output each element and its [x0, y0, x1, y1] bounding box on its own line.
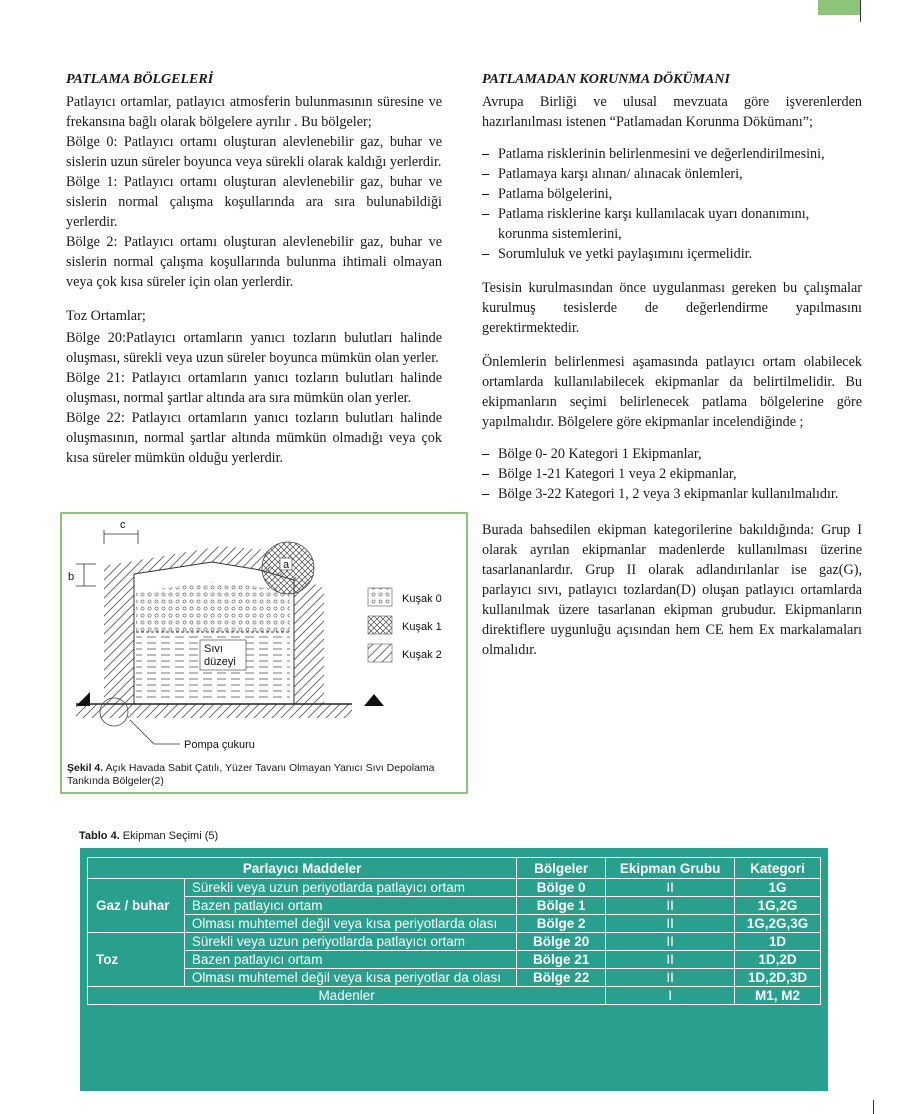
legend-swatch-zone-0 — [368, 588, 392, 606]
ground-wedge-left — [76, 692, 90, 706]
list-item: – Patlama bölgelerini, — [482, 184, 862, 204]
table-row — [88, 879, 821, 897]
row-description: Sürekli veya uzun periyotlarda patlayıcı ortam — [184, 933, 516, 951]
paragraph: Avrupa Birliği ve ulusal mevzuata göre işverenlerden hazırlanılması istenen “Patlamadan Korunma Dökümanı”; — [482, 94, 862, 130]
group-dust: Toz — [88, 933, 185, 987]
header-category: Kategori — [735, 858, 821, 879]
page-bottom-tick — [873, 1100, 874, 1114]
list-item: – Patlamaya karşı alınan/ alınacak önlemleri, — [482, 164, 862, 184]
row-group: II — [606, 897, 735, 915]
paragraph: Bölge 0: Patlayıcı ortamı oluşturan alevlenebilir gaz, buhar ve sislerin uzun süreler boyunca veya sürekli olarak kaldığı yerlerdir. — [66, 134, 442, 170]
table-row — [88, 933, 821, 951]
legend-label-zone-0: Kuşak 0 — [402, 593, 442, 605]
figure-caption — [67, 762, 462, 788]
table-row — [88, 951, 821, 969]
paragraph: Bölge 1: Patlayıcı ortamı oluşturan alevlenebilir gaz, buhar ve sislerin normal çalışma koşullarında ara sıra bulunabildiği yerlerdir. — [66, 174, 442, 230]
row-zone: Bölge 20 — [517, 933, 606, 951]
list-item: – Sorumluluk ve yetki paylaşımını içermelidir. — [482, 244, 862, 264]
row-category: 1D,2D — [735, 951, 821, 969]
right-column — [482, 70, 862, 660]
dim-label-a: a — [283, 559, 290, 571]
ground-wedge-right — [364, 694, 384, 706]
page-corner-line — [860, 0, 861, 22]
row-category: 1G — [735, 879, 821, 897]
table-title-text: Ekipman Seçimi (5) — [119, 830, 219, 842]
group-gas-vapor: Gaz / buhar — [88, 879, 185, 933]
row-description: Bazen patlayıcı ortam — [184, 951, 516, 969]
row-category: 1D — [735, 933, 821, 951]
dust-title: Toz Ortamlar; — [66, 308, 146, 324]
row-description: Olması muhtemel değil veya kısa periyotlar da olası — [184, 969, 516, 987]
figure-tank-zones — [60, 512, 468, 794]
paragraph: Bölge 21: Patlayıcı ortamların yanıcı tozların bulutları halinde oluşması, normal şartlar altında ara sıra mümkün olan yerler. — [66, 370, 442, 406]
table-row — [88, 969, 821, 987]
row-category: 1G,2G,3G — [735, 915, 821, 933]
table-row-mines — [88, 987, 821, 1005]
header-zones: Bölgeler — [517, 858, 606, 879]
mines-category: M1, M2 — [735, 987, 821, 1005]
liquid-label-line1: Sıvı — [204, 643, 223, 655]
dim-label-c: c — [120, 519, 126, 531]
list-item: – Bölge 1-21 Kategori 1 veya 2 ekipmanlar, — [482, 464, 862, 484]
legend-swatch-zone-1 — [368, 616, 392, 634]
paragraph: Bölge 20:Patlayıcı ortamların yanıcı tozların bulutları halinde oluşması, sürekli veya uzun süreler boyunca mümkün olan yerler. — [66, 330, 442, 366]
row-description: Olması muhtemel değil veya kısa periyotlarda olası — [184, 915, 516, 933]
pump-label: Pompa çukuru — [184, 739, 255, 751]
row-group: II — [606, 951, 735, 969]
tank-diagram — [62, 514, 466, 760]
list-item: – Bölge 3-22 Kategori 1, 2 veya 3 ekipmanlar kullanılmalıdır. — [482, 484, 862, 504]
liquid-label-line2: düzeyi — [204, 656, 236, 668]
paragraph: Tesisin kurulmasından önce uygulanması gereken bu çalışmalar kurulmuş tesislerde de değerlendirme yapılmasını gerektirmektedir. — [482, 280, 862, 336]
paragraph: Burada bahsedilen ekipman kategorilerine bakıldığında: Grup I olarak ayrılan ekipmanlar madenlerde kullanılması üzerine tasarlananlardır. Grup II olarak adlandırılanlar ise gaz(G), parlayıcı sıvı, patlayıcı tozlardan(D) oluşan patlayıcı ortamlarda kullanılmak üzere tasarlanan ekipman grubudur. Ekipmanların direktiflere uygunluğu açısından hem CE hem Ex markalamaları olmalıdır. — [482, 522, 862, 658]
figure-caption-number: Şekil 4. — [67, 762, 104, 774]
table-title — [79, 830, 218, 842]
pump-leader — [130, 720, 180, 744]
equipment-table-panel — [80, 848, 828, 1091]
row-zone: Bölge 21 — [517, 951, 606, 969]
paragraph: Patlayıcı ortamlar, patlayıcı atmosferin bulunmasının süresine ve frekansına bağlı olarak bölgelere ayrılır . Bu bölgeler; — [66, 94, 442, 130]
section-heading-document: PATLAMADAN KORUNMA DÖKÜMANI — [482, 72, 730, 87]
row-zone: Bölge 0 — [517, 879, 606, 897]
figure-caption-text: Açık Havada Sabit Çatılı, Yüzer Tavanı Olmayan Yanıcı Sıvı Depolama Tankında Bölgeler(2) — [67, 762, 435, 787]
table-row — [88, 915, 821, 933]
mines-group: I — [606, 987, 735, 1005]
list-item: – Patlama risklerinin belirlenmesini ve değerlendirilmesini, — [482, 144, 862, 164]
table-title-number: Tablo 4. — [79, 830, 120, 842]
legend-label-zone-1: Kuşak 1 — [402, 621, 442, 633]
zone-category-list — [482, 444, 862, 504]
row-category: 1D,2D,3D — [735, 969, 821, 987]
paragraph: Bölge 22: Patlayıcı ortamların yanıcı tozların bulutları halinde oluşmasının, normal şartlar altında mümkün olmadığı veya çok kısa süreler mümkün olduğu yerlerdir. — [66, 410, 442, 466]
row-zone: Bölge 22 — [517, 969, 606, 987]
row-zone: Bölge 1 — [517, 897, 606, 915]
row-category: 1G,2G — [735, 897, 821, 915]
requirements-list — [482, 144, 862, 264]
equipment-selection-table — [87, 857, 821, 1005]
paragraph: Önlemlerin belirlenmesi aşamasında patlayıcı ortam olabilecek ortamlarda kullanılabilecek ekipmanlar da belirtilmelidir. Bu ekipmanların seçimi belirlenecek patlama bölgelerine göre yapılmalıdır. Bölgelere göre ekipmanlar incelendiğinde ; — [482, 354, 862, 430]
row-group: II — [606, 969, 735, 987]
row-group: II — [606, 933, 735, 951]
table-header-row — [88, 858, 821, 879]
row-zone: Bölge 2 — [517, 915, 606, 933]
legend-label-zone-2: Kuşak 2 — [402, 649, 442, 661]
zone-0-area — [136, 582, 290, 632]
row-group: II — [606, 879, 735, 897]
left-column — [66, 70, 442, 468]
list-item: – Bölge 0- 20 Kategori 1 Ekipmanlar, — [482, 444, 862, 464]
mines-label: Madenler — [88, 987, 606, 1005]
dim-c — [104, 530, 138, 544]
row-description: Sürekli veya uzun periyotlarda patlayıcı ortam — [184, 879, 516, 897]
row-group: II — [606, 915, 735, 933]
paragraph: Bölge 2: Patlayıcı ortamı oluşturan alevlenebilir gaz, buhar ve sislerin normal çalışma koşullarında bulunma ihtimali olmayan veya çok kısa süreler için olan yerlerdir. — [66, 234, 442, 290]
header-equipment-group: Ekipman Grubu — [606, 858, 735, 879]
row-description: Bazen patlayıcı ortam — [184, 897, 516, 915]
page-corner-tab — [818, 0, 860, 15]
table-row — [88, 897, 821, 915]
header-materials: Parlayıcı Maddeler — [88, 858, 517, 879]
list-item: – Patlama risklerine karşı kullanılacak uyarı donanımını, korunma sistemlerini, — [482, 204, 862, 244]
dim-b — [76, 564, 96, 586]
legend-swatch-zone-2 — [368, 644, 392, 662]
dim-label-b: b — [68, 571, 75, 583]
section-heading-zones: PATLAMA BÖLGELERİ — [66, 72, 214, 87]
